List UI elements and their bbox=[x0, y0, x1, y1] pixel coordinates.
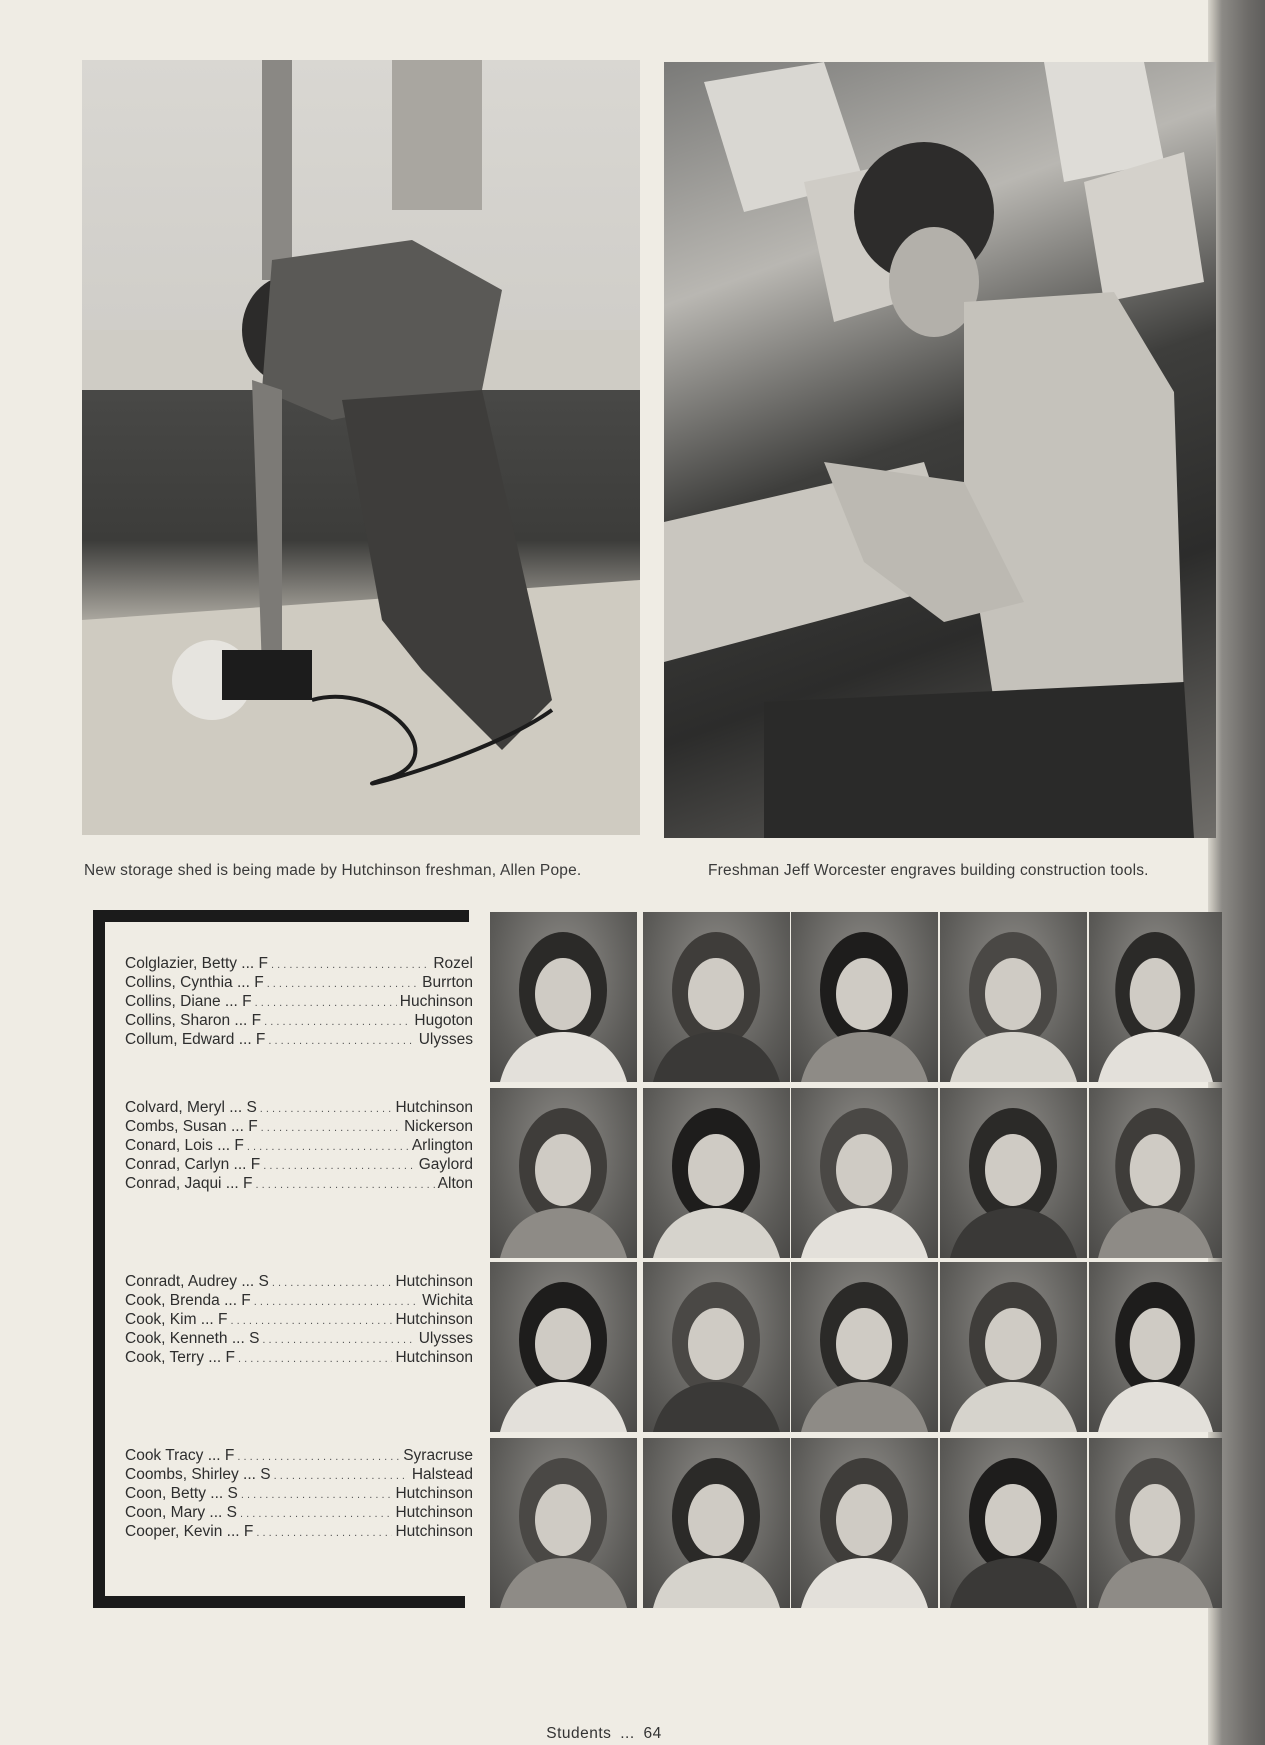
roster-entry: Collins, Sharon ... F . . . Hugoton bbox=[125, 1011, 473, 1030]
student-portrait bbox=[791, 1262, 938, 1432]
roster-group-3 bbox=[125, 1272, 473, 1367]
roster-group-2 bbox=[125, 1098, 473, 1193]
roster-entry: Coombs, Shirley ... S . . . Halstead bbox=[125, 1465, 473, 1484]
roster-entry: Colvard, Meryl ... S . . . Hutchinson bbox=[125, 1098, 473, 1117]
roster-entry: Cook Tracy ... F . . . Syracruse bbox=[125, 1446, 473, 1465]
portrait-silhouette bbox=[940, 912, 1087, 1082]
student-portrait bbox=[643, 1088, 790, 1258]
portrait-silhouette bbox=[643, 912, 790, 1082]
student-portrait bbox=[1089, 1262, 1222, 1432]
portrait-silhouette bbox=[490, 912, 637, 1082]
student-portrait bbox=[490, 1438, 637, 1608]
photo-engraving-tools bbox=[664, 62, 1216, 838]
roster-entry: Collins, Cynthia ... F . . . Burrton bbox=[125, 973, 473, 992]
portrait-silhouette bbox=[1089, 1088, 1222, 1258]
student-portrait bbox=[940, 1088, 1087, 1258]
roster-entry: Cook, Terry ... F . . . Hutchinson bbox=[125, 1348, 473, 1367]
portrait-silhouette bbox=[940, 1088, 1087, 1258]
portrait-silhouette bbox=[643, 1088, 790, 1258]
portrait-silhouette bbox=[1089, 1262, 1222, 1432]
footer-separator: ... bbox=[620, 1725, 635, 1742]
portrait-silhouette bbox=[1089, 912, 1222, 1082]
student-portrait bbox=[1089, 1438, 1222, 1608]
roster-group-1 bbox=[125, 954, 473, 1049]
portrait-silhouette bbox=[791, 1088, 938, 1258]
caption-storage-shed: New storage shed is being made by Hutchinson freshman, Allen Pope. bbox=[84, 862, 582, 879]
student-portrait bbox=[940, 912, 1087, 1082]
portrait-silhouette bbox=[791, 1438, 938, 1608]
roster-entry: Conrad, Carlyn ... F . . . Gaylord bbox=[125, 1155, 473, 1174]
roster-entry: Cook, Kim ... F . . . Hutchinson bbox=[125, 1310, 473, 1329]
roster-entry: Collins, Diane ... F . . . Huchinson bbox=[125, 992, 473, 1011]
portrait-silhouette bbox=[791, 1262, 938, 1432]
page-footer bbox=[0, 1725, 1208, 1743]
student-portrait bbox=[490, 1262, 637, 1432]
portrait-silhouette bbox=[940, 1262, 1087, 1432]
roster-entry: Colglazier, Betty ... F . . . Rozel bbox=[125, 954, 473, 973]
portrait-silhouette bbox=[940, 1438, 1087, 1608]
student-portrait bbox=[940, 1438, 1087, 1608]
student-portrait bbox=[940, 1262, 1087, 1432]
portrait-silhouette bbox=[643, 1438, 790, 1608]
caption-engraving: Freshman Jeff Worcester engraves building construction tools. bbox=[708, 862, 1149, 879]
roster-entry: Cooper, Kevin ... F . . . Hutchinson bbox=[125, 1522, 473, 1541]
roster-entry: Cook, Brenda ... F . . . Wichita bbox=[125, 1291, 473, 1310]
student-portrait bbox=[791, 1088, 938, 1258]
photo-engraving-illustration bbox=[664, 62, 1216, 838]
student-portrait bbox=[1089, 1088, 1222, 1258]
student-portrait bbox=[490, 912, 637, 1082]
photo-storage-shed-illustration bbox=[82, 60, 640, 835]
student-portrait bbox=[791, 1438, 938, 1608]
portrait-silhouette bbox=[643, 1262, 790, 1432]
portrait-silhouette bbox=[490, 1262, 637, 1432]
roster-entry: Combs, Susan ... F . . . Nickerson bbox=[125, 1117, 473, 1136]
roster-entry: Cook, Kenneth ... S . . . Ulysses bbox=[125, 1329, 473, 1348]
roster-box bbox=[93, 910, 473, 1608]
roster-group-4 bbox=[125, 1446, 473, 1541]
footer-page-number: 64 bbox=[643, 1725, 662, 1742]
roster-entry: Coon, Mary ... S . . . Hutchinson bbox=[125, 1503, 473, 1522]
portrait-silhouette bbox=[490, 1088, 637, 1258]
portrait-silhouette bbox=[1089, 1438, 1222, 1608]
roster-entry: Conard, Lois ... F . . . Arlington bbox=[125, 1136, 473, 1155]
footer-section: Students bbox=[546, 1725, 612, 1742]
student-portrait bbox=[791, 912, 938, 1082]
roster-entry: Conrad, Jaqui ... F . . . Alton bbox=[125, 1174, 473, 1193]
portrait-silhouette bbox=[490, 1438, 637, 1608]
student-portrait bbox=[643, 912, 790, 1082]
roster-entry: Conradt, Audrey ... S . . . Hutchinson bbox=[125, 1272, 473, 1291]
portrait-silhouette bbox=[791, 912, 938, 1082]
student-portrait bbox=[490, 1088, 637, 1258]
student-portrait bbox=[1089, 912, 1222, 1082]
student-portrait bbox=[643, 1262, 790, 1432]
roster-entry: Collum, Edward ... F . . . Ulysses bbox=[125, 1030, 473, 1049]
photo-storage-shed bbox=[82, 60, 640, 835]
roster-entry: Coon, Betty ... S . . . Hutchinson bbox=[125, 1484, 473, 1503]
student-portrait bbox=[643, 1438, 790, 1608]
